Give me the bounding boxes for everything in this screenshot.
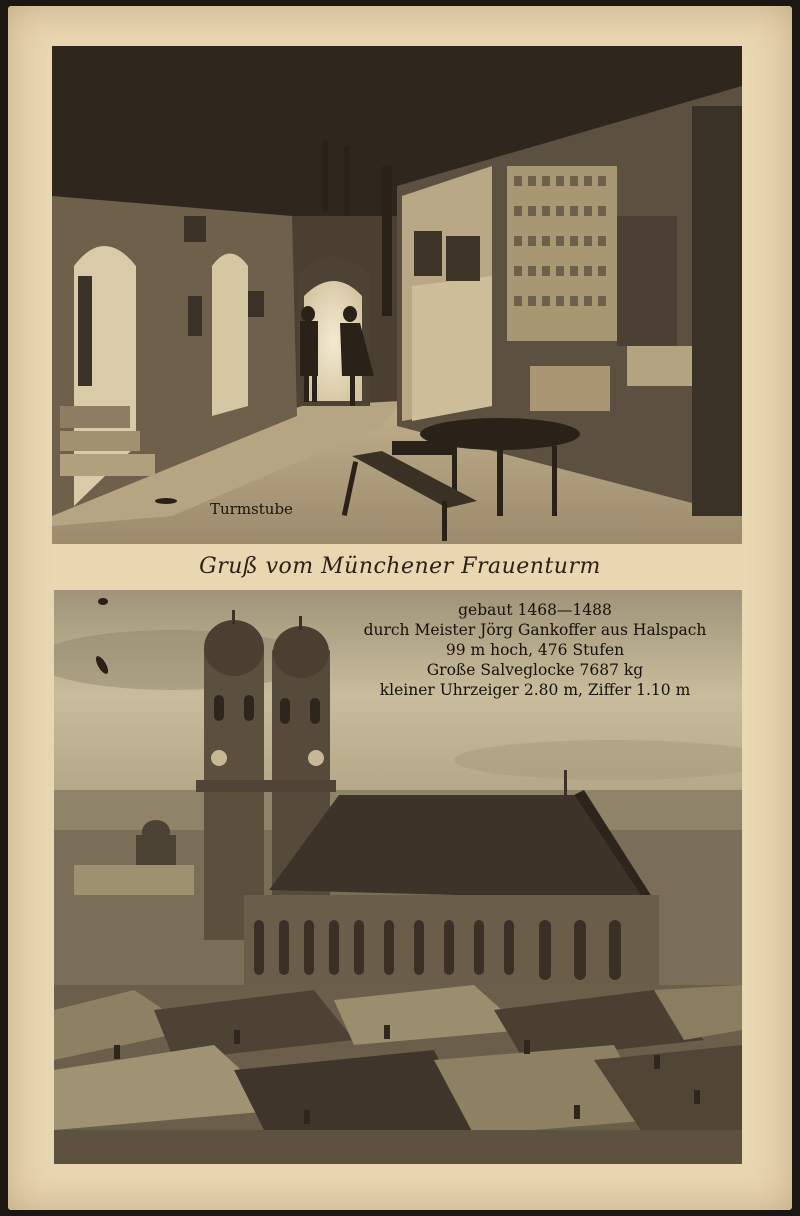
greeting-title: Gruß vom Münchener Frauenturm xyxy=(199,554,601,579)
tower-room-photo xyxy=(52,46,742,544)
fact-built: gebaut 1468—1488 xyxy=(458,601,612,619)
tower-facts xyxy=(330,600,740,700)
photo-caption: Turmstube xyxy=(210,500,293,518)
fact-height: 99 m hoch, 476 Stufen xyxy=(445,641,625,659)
fact-clock: kleiner Uhrzeiger 2.80 m, Ziffer 1.10 m xyxy=(379,681,691,699)
ink-spot xyxy=(98,598,108,605)
ink-spot xyxy=(155,498,177,504)
fact-bell: Große Salveglocke 7687 kg xyxy=(426,661,644,679)
fact-architect: durch Meister Jörg Gankoffer aus Halspach xyxy=(363,621,707,639)
